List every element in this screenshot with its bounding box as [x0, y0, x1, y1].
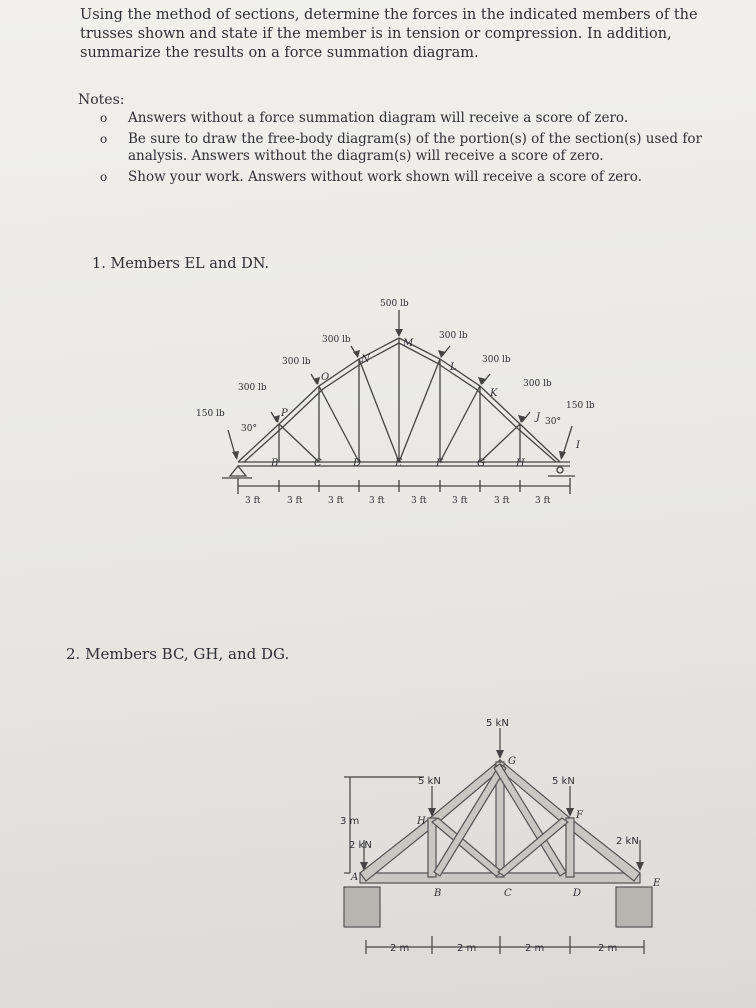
node-label: G	[477, 458, 485, 469]
node-label: E	[653, 878, 661, 889]
load-label: 300 lb	[322, 335, 351, 345]
dimension-label: 3 ft	[369, 496, 385, 506]
dimension-label: 3 ft	[328, 496, 344, 506]
dimension-label: 3 ft	[494, 496, 510, 506]
height-label: 3 m	[340, 816, 360, 827]
notes-list	[100, 110, 730, 190]
node-label: L	[450, 362, 457, 373]
load-label: 2 kN	[616, 836, 639, 847]
notes-title: Notes:	[78, 92, 125, 108]
node-label: N	[361, 354, 370, 365]
load-label: 300 lb	[282, 357, 311, 367]
node-label: C	[314, 458, 322, 469]
node-label: J	[536, 412, 541, 423]
node-label: E	[395, 458, 403, 469]
problem1-title: 1. Members EL and DN.	[92, 256, 270, 272]
node-label: H	[516, 458, 525, 469]
dimension-label: 3 ft	[452, 496, 468, 506]
node-label: K	[490, 388, 498, 399]
bullet-icon: o	[100, 132, 108, 146]
intro-paragraph: Using the method of sections, determine the forces in the indicated members of the trusses shown and state if the member is in tension or compression. In addition, summarize the results on a force summation diagram.	[80, 7, 698, 61]
node-label: C	[504, 888, 512, 899]
list-item: o Answers without a force summation diagram will receive a score of zero.	[100, 110, 629, 126]
load-label: 5 kN	[418, 776, 441, 787]
node-label: F	[436, 458, 443, 469]
angle-label: 30°	[241, 424, 257, 434]
node-label: H	[417, 816, 426, 827]
node-label: A	[351, 872, 359, 883]
list-item: o Be sure to draw the free-body diagram(s) of the portion(s) of the section(s) used for analysis. Answers without the diagram(s) will receive a score of zero.	[100, 131, 702, 164]
dimension-label: 3 ft	[411, 496, 427, 506]
load-label: 300 lb	[439, 331, 468, 341]
node-label: P	[281, 408, 288, 419]
node-label: D	[353, 458, 362, 469]
load-label: 150 lb	[566, 401, 595, 411]
load-label: 300 lb	[482, 355, 511, 365]
dimension-label: 2 m	[457, 943, 477, 954]
load-label: 5 kN	[486, 718, 509, 729]
node-label: B	[434, 888, 442, 899]
dimension-label: 2 m	[525, 943, 545, 954]
node-label: O	[321, 372, 330, 383]
load-label: 150 lb	[196, 409, 225, 419]
node-label: M	[403, 338, 414, 349]
angle-label: 30°	[545, 417, 561, 427]
problem2-title: 2. Members BC, GH, and DG.	[66, 645, 290, 663]
bullet-icon: o	[100, 170, 108, 184]
node-label: I	[576, 440, 580, 451]
dimension-label: 3 ft	[287, 496, 303, 506]
load-label: 2 kN	[349, 840, 372, 851]
bullet-icon: o	[100, 111, 108, 125]
node-label: D	[573, 888, 582, 899]
load-label: 300 lb	[238, 383, 267, 393]
load-label: 300 lb	[523, 379, 552, 389]
dimension-label: 2 m	[390, 943, 410, 954]
load-label: 500 lb	[380, 299, 409, 309]
truss-diagram-1	[0, 290, 756, 550]
truss-diagram-2	[0, 700, 756, 1000]
dimension-label: 3 ft	[535, 496, 551, 506]
load-label: 5 kN	[552, 776, 575, 787]
node-label: F	[576, 810, 583, 821]
list-item: o Show your work. Answers without work shown will receive a score of zero.	[100, 169, 642, 185]
dimension-label: 2 m	[598, 943, 618, 954]
node-label: B	[271, 458, 279, 469]
dimension-label: 3 ft	[245, 496, 261, 506]
node-label: G	[508, 756, 516, 767]
